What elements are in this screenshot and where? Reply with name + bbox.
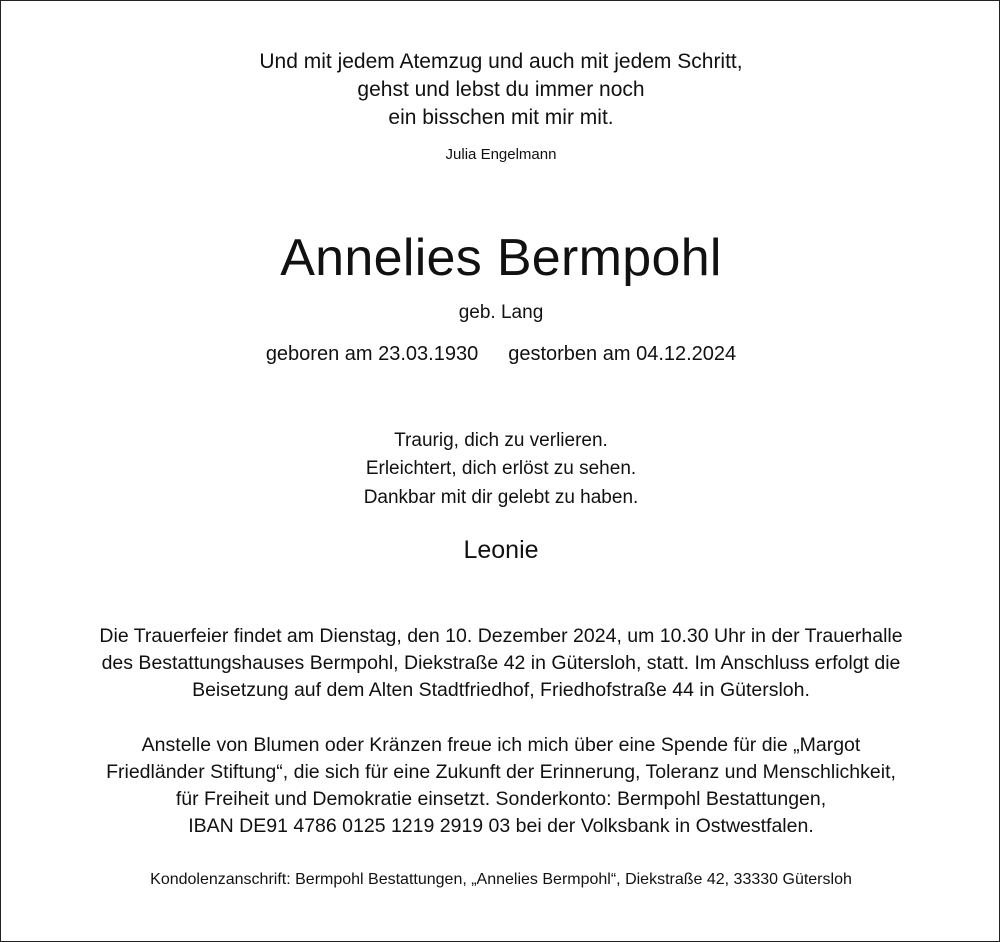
funeral-line-1: Die Trauerfeier findet am Dienstag, den 10. Dezember 2024, um 10.30 Uhr in der Trauerhalle xyxy=(99,625,903,647)
donation-line-2: Friedländer Stiftung“, die sich für eine Zukunft der Erinnerung, Toleranz und Menschlichkeit, xyxy=(106,761,896,783)
donation-line-4: IBAN DE91 4786 0125 1219 2919 03 bei der Volksbank in Ostwestfalen. xyxy=(188,815,814,837)
donation-line-1: Anstelle von Blumen oder Kränzen freue ich mich über eine Spende für die „Margot xyxy=(141,734,861,756)
birth-date: geboren am 23.03.1930 xyxy=(265,343,479,365)
signer-name: Leonie xyxy=(463,536,539,564)
quote-line-1: Und mit jedem Atemzug und auch mit jedem Schritt, xyxy=(259,50,743,73)
deceased-name: Annelies Bermpohl xyxy=(280,229,722,287)
condolence-address: Kondolenzanschrift: Bermpohl Bestattungen, „Annelies Bermpohl“, Diekstraße 42, 33330 Gütersloh xyxy=(150,871,852,888)
funeral-line-3: Beisetzung auf dem Alten Stadtfriedhof, Friedhofstraße 44 in Gütersloh. xyxy=(192,679,810,701)
funeral-line-2: des Bestattungshauses Bermpohl, Diekstraße 42 in Gütersloh, statt. Im Anschluss erfolgt die xyxy=(101,652,901,674)
verse-line-2: Erleichtert, dich erlöst zu sehen. xyxy=(365,458,637,479)
quote-line-3: ein bisschen mit mir mit. xyxy=(388,106,614,129)
maiden-name: geb. Lang xyxy=(458,302,544,323)
verse-line-3: Dankbar mit dir gelebt zu haben. xyxy=(363,487,639,508)
life-dates xyxy=(1,341,1000,367)
verse-line-1: Traurig, dich zu verlieren. xyxy=(394,430,608,451)
quote-line-2: gehst und lebst du immer noch xyxy=(357,78,645,101)
quote-author: Julia Engelmann xyxy=(445,146,557,163)
donation-line-3: für Freiheit und Demokratie einsetzt. Sonderkonto: Bermpohl Bestattungen, xyxy=(175,788,827,810)
death-date: gestorben am 04.12.2024 xyxy=(508,343,737,365)
